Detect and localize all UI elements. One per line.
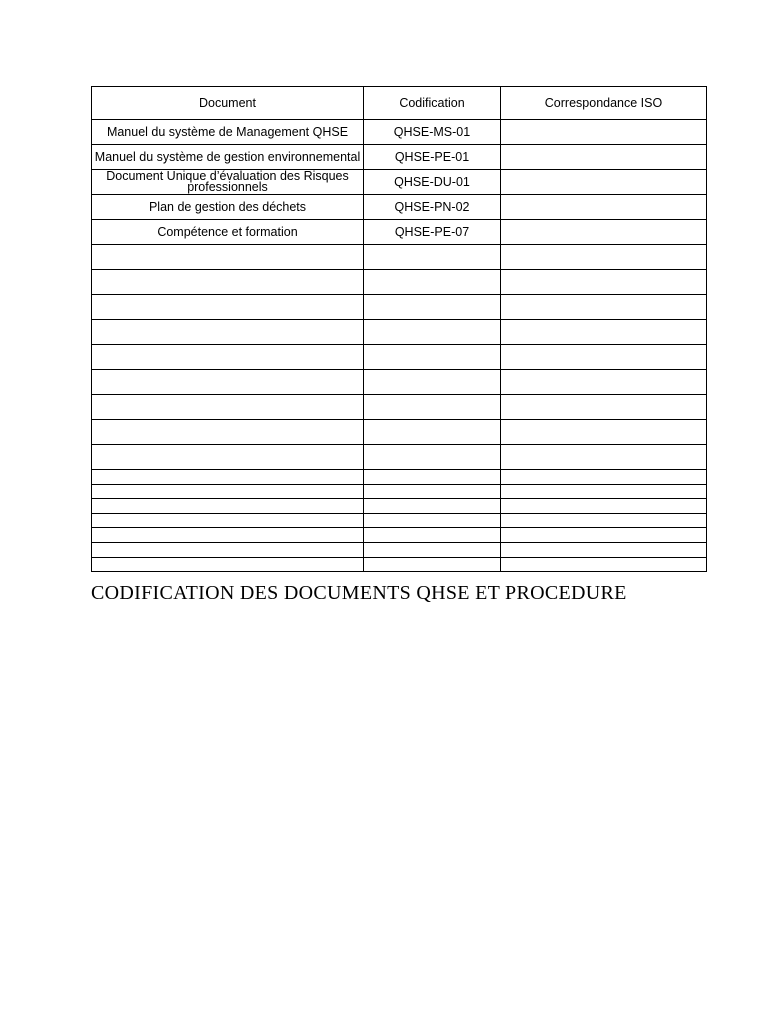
document-cell: Document Unique d’évaluation des Risques professionnels	[92, 170, 364, 195]
empty-cell	[364, 320, 501, 345]
empty-cell	[501, 484, 707, 499]
empty-table-row	[92, 420, 707, 445]
header-correspondance-iso: Correspondance ISO	[501, 87, 707, 120]
empty-cell	[92, 470, 364, 485]
empty-cell	[364, 295, 501, 320]
empty-cell	[92, 542, 364, 557]
codification-table	[91, 86, 707, 572]
empty-table-row	[92, 295, 707, 320]
document-cell: Manuel du système de gestion environnemental	[92, 145, 364, 170]
codification-cell: QHSE-DU-01	[364, 170, 501, 195]
empty-table-row	[92, 528, 707, 543]
iso-cell	[501, 145, 707, 170]
empty-cell	[501, 245, 707, 270]
empty-cell	[364, 499, 501, 514]
empty-cell	[92, 420, 364, 445]
empty-cell	[364, 470, 501, 485]
empty-cell	[92, 557, 364, 572]
page-caption: CODIFICATION DES DOCUMENTS QHSE ET PROCEDURE	[91, 582, 627, 604]
iso-cell	[501, 120, 707, 145]
empty-cell	[92, 528, 364, 543]
empty-cell	[364, 445, 501, 470]
empty-cell	[501, 557, 707, 572]
codification-cell: QHSE-PE-07	[364, 220, 501, 245]
empty-table-row	[92, 245, 707, 270]
header-document: Document	[92, 87, 364, 120]
empty-table-row	[92, 557, 707, 572]
empty-cell	[364, 420, 501, 445]
empty-table-row	[92, 370, 707, 395]
empty-cell	[501, 420, 707, 445]
empty-cell	[501, 395, 707, 420]
codification-cell: QHSE-MS-01	[364, 120, 501, 145]
iso-cell	[501, 170, 707, 195]
empty-cell	[501, 445, 707, 470]
empty-cell	[501, 320, 707, 345]
empty-table-row	[92, 345, 707, 370]
empty-cell	[92, 499, 364, 514]
empty-cell	[92, 484, 364, 499]
empty-cell	[501, 528, 707, 543]
table-body	[92, 120, 707, 572]
empty-cell	[92, 345, 364, 370]
codification-cell: QHSE-PN-02	[364, 195, 501, 220]
empty-table-row	[92, 542, 707, 557]
empty-table-row	[92, 513, 707, 528]
empty-cell	[92, 245, 364, 270]
empty-cell	[501, 470, 707, 485]
empty-table-row	[92, 484, 707, 499]
empty-cell	[364, 370, 501, 395]
empty-cell	[364, 513, 501, 528]
empty-table-row	[92, 470, 707, 485]
table-row	[92, 170, 707, 195]
empty-table-row	[92, 270, 707, 295]
empty-cell	[501, 270, 707, 295]
table-row	[92, 220, 707, 245]
empty-cell	[364, 245, 501, 270]
empty-cell	[364, 542, 501, 557]
empty-cell	[501, 542, 707, 557]
empty-table-row	[92, 499, 707, 514]
empty-cell	[364, 395, 501, 420]
empty-cell	[501, 499, 707, 514]
empty-cell	[501, 370, 707, 395]
document-cell: Compétence et formation	[92, 220, 364, 245]
empty-table-row	[92, 320, 707, 345]
table-row	[92, 120, 707, 145]
iso-cell	[501, 220, 707, 245]
empty-cell	[92, 513, 364, 528]
codification-cell: QHSE-PE-01	[364, 145, 501, 170]
table-row	[92, 195, 707, 220]
empty-cell	[364, 528, 501, 543]
empty-cell	[501, 513, 707, 528]
empty-cell	[364, 270, 501, 295]
empty-cell	[364, 557, 501, 572]
empty-cell	[92, 445, 364, 470]
empty-table-row	[92, 445, 707, 470]
empty-cell	[92, 295, 364, 320]
table-row	[92, 145, 707, 170]
document-cell: Manuel du système de Management QHSE	[92, 120, 364, 145]
empty-cell	[92, 395, 364, 420]
empty-table-row	[92, 395, 707, 420]
empty-cell	[364, 484, 501, 499]
iso-cell	[501, 195, 707, 220]
header-codification: Codification	[364, 87, 501, 120]
empty-cell	[501, 345, 707, 370]
empty-cell	[92, 320, 364, 345]
empty-cell	[92, 370, 364, 395]
empty-cell	[364, 345, 501, 370]
document-cell: Plan de gestion des déchets	[92, 195, 364, 220]
table-header-row	[92, 87, 707, 120]
empty-cell	[501, 295, 707, 320]
empty-cell	[92, 270, 364, 295]
